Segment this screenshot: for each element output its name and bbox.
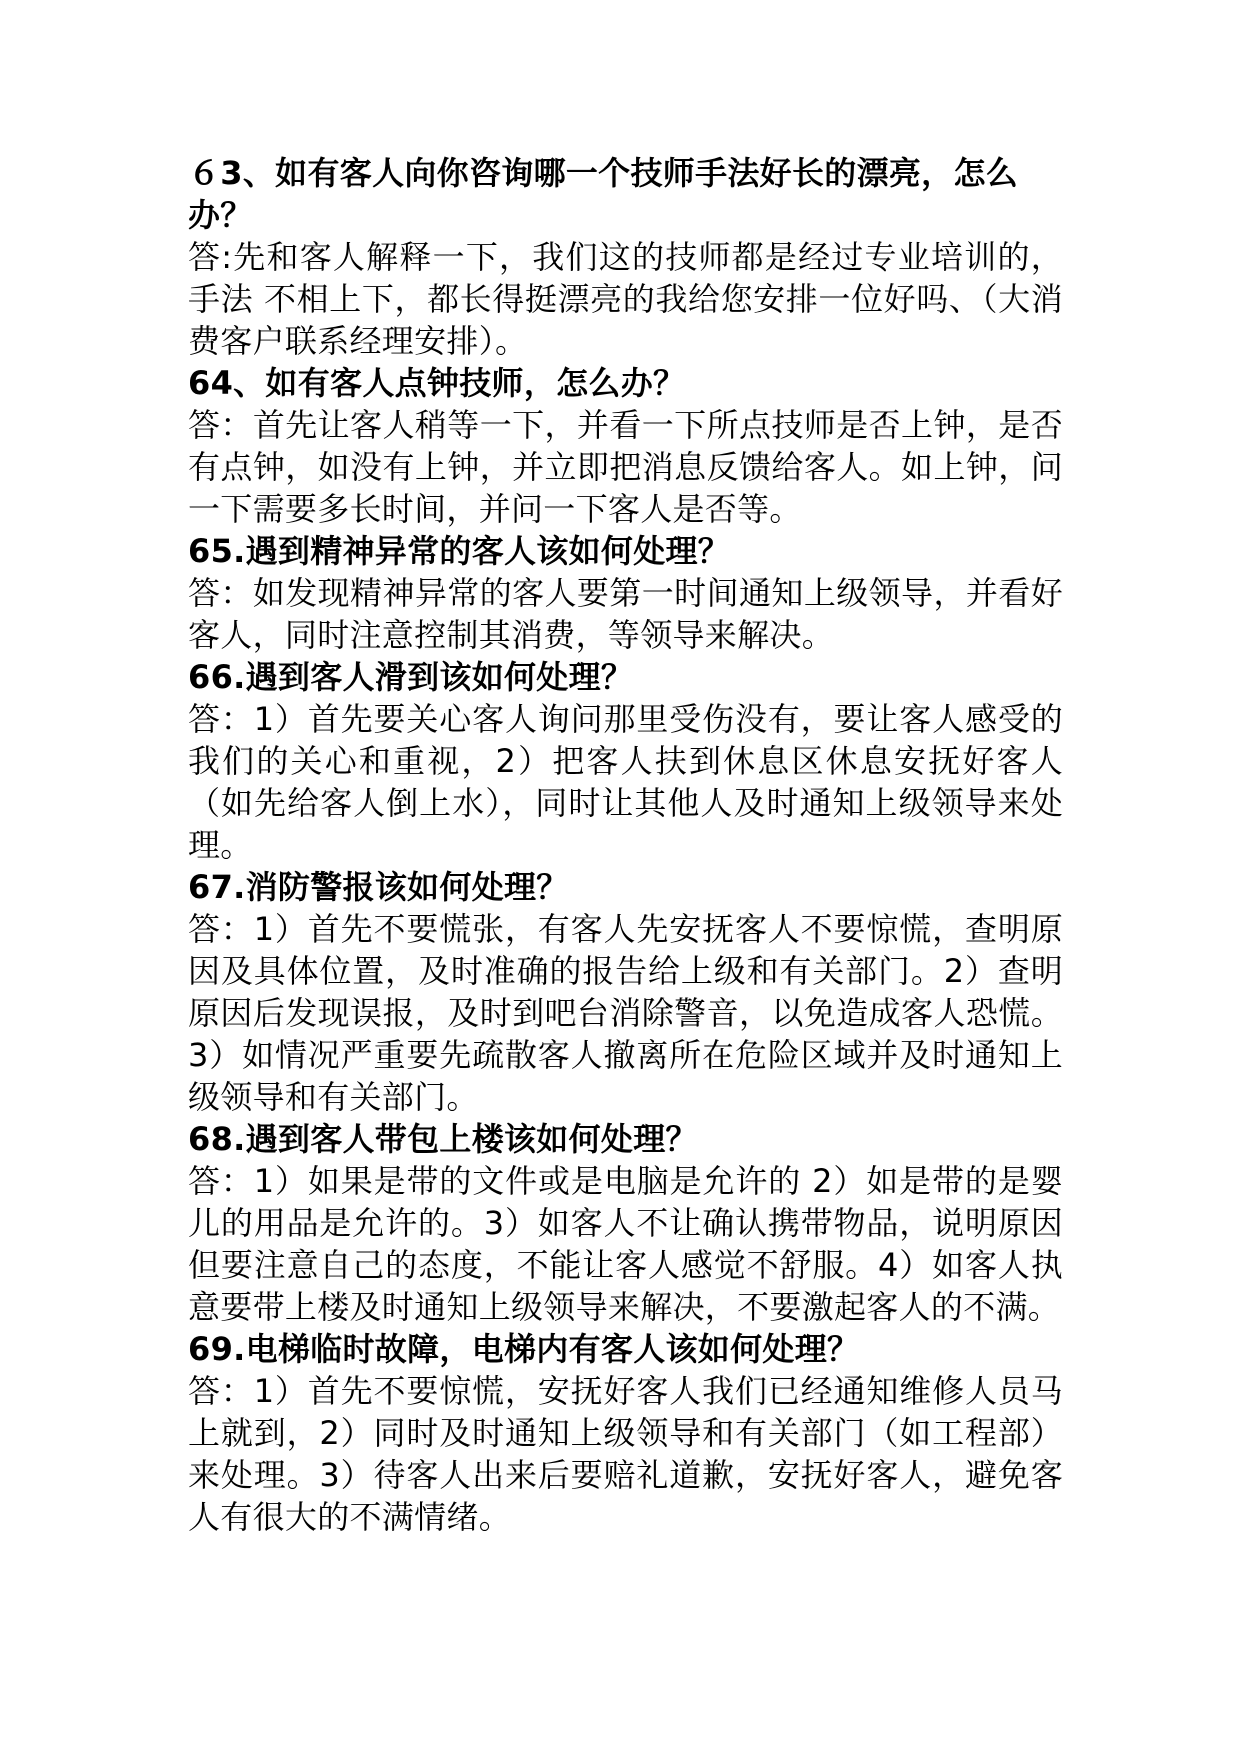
question-69: 69.电梯临时故障，电梯内有客人该如何处理？ bbox=[188, 1330, 860, 1368]
qa-item-68 bbox=[188, 1118, 1063, 1328]
qa-item-64 bbox=[188, 362, 1063, 530]
answer-64: 答：首先让客人稍等一下，并看一下所点技师是否上钟，是否有点钟，如没有上钟，并立即把消息反馈给客人。如上钟，问一下需要多长时间，并问一下客人是否等。 bbox=[188, 406, 1063, 528]
answer-69: 答：1）首先不要惊慌，安抚好客人我们已经通知维修人员马上就到，2）同时及时通知上级领导和有关部门（如工程部）来处理。3）待客人出来后要赔礼道歉，安抚好客人，避免客人有很大的不满情绪。 bbox=[188, 1372, 1063, 1536]
qa-item-67 bbox=[188, 866, 1063, 1118]
question-68: 68.遇到客人带包上楼该如何处理？ bbox=[188, 1120, 698, 1158]
qa-item-69 bbox=[188, 1328, 1063, 1538]
qa-item-66 bbox=[188, 656, 1063, 866]
question-63: ６3、如有客人向你咨询哪一个技师手法好长的漂亮，怎么办？ bbox=[188, 154, 1019, 234]
answer-68: 答：1）如果是带的文件或是电脑是允许的 2）如是带的是婴儿的用品是允许的。3）如客人不让确认携带物品，说明原因但要注意自己的态度，不能让客人感觉不舒服。4）如客人执意要带上楼及时通知上级领导来解决，不要激起客人的不满。 bbox=[188, 1162, 1063, 1326]
answer-63: 答:先和客人解释一下，我们这的技师都是经过专业培训的，手法 不相上下，都长得挺漂亮的我给您安排一位好吗、（大消费客户联系经理安排）。 bbox=[188, 238, 1063, 360]
question-65: 65.遇到精神异常的客人该如何处理？ bbox=[188, 532, 731, 570]
answer-66: 答：1）首先要关心客人询问那里受伤没有，要让客人感受的我们的关心和重视，2）把客人扶到休息区休息安抚好客人（如先给客人倒上水），同时让其他人及时通知上级领导来处理。 bbox=[188, 700, 1063, 864]
qa-item-63 bbox=[188, 152, 1063, 362]
document-page bbox=[188, 152, 1063, 1538]
question-64: 64、如有客人点钟技师，怎么办？ bbox=[188, 364, 686, 402]
qa-item-65 bbox=[188, 530, 1063, 656]
question-67: 67.消防警报该如何处理？ bbox=[188, 868, 569, 906]
question-66: 66.遇到客人滑到该如何处理？ bbox=[188, 658, 634, 696]
answer-67: 答：1）首先不要慌张，有客人先安抚客人不要惊慌，查明原因及具体位置，及时准确的报告给上级和有关部门。2）查明原因后发现误报，及时到吧台消除警音，以免造成客人恐慌。3）如情况严重要先疏散客人撤离所在危险区域并及时通知上级领导和有关部门。 bbox=[188, 910, 1063, 1116]
answer-65: 答：如发现精神异常的客人要第一时间通知上级领导，并看好客人，同时注意控制其消费，等领导来解决。 bbox=[188, 574, 1063, 654]
